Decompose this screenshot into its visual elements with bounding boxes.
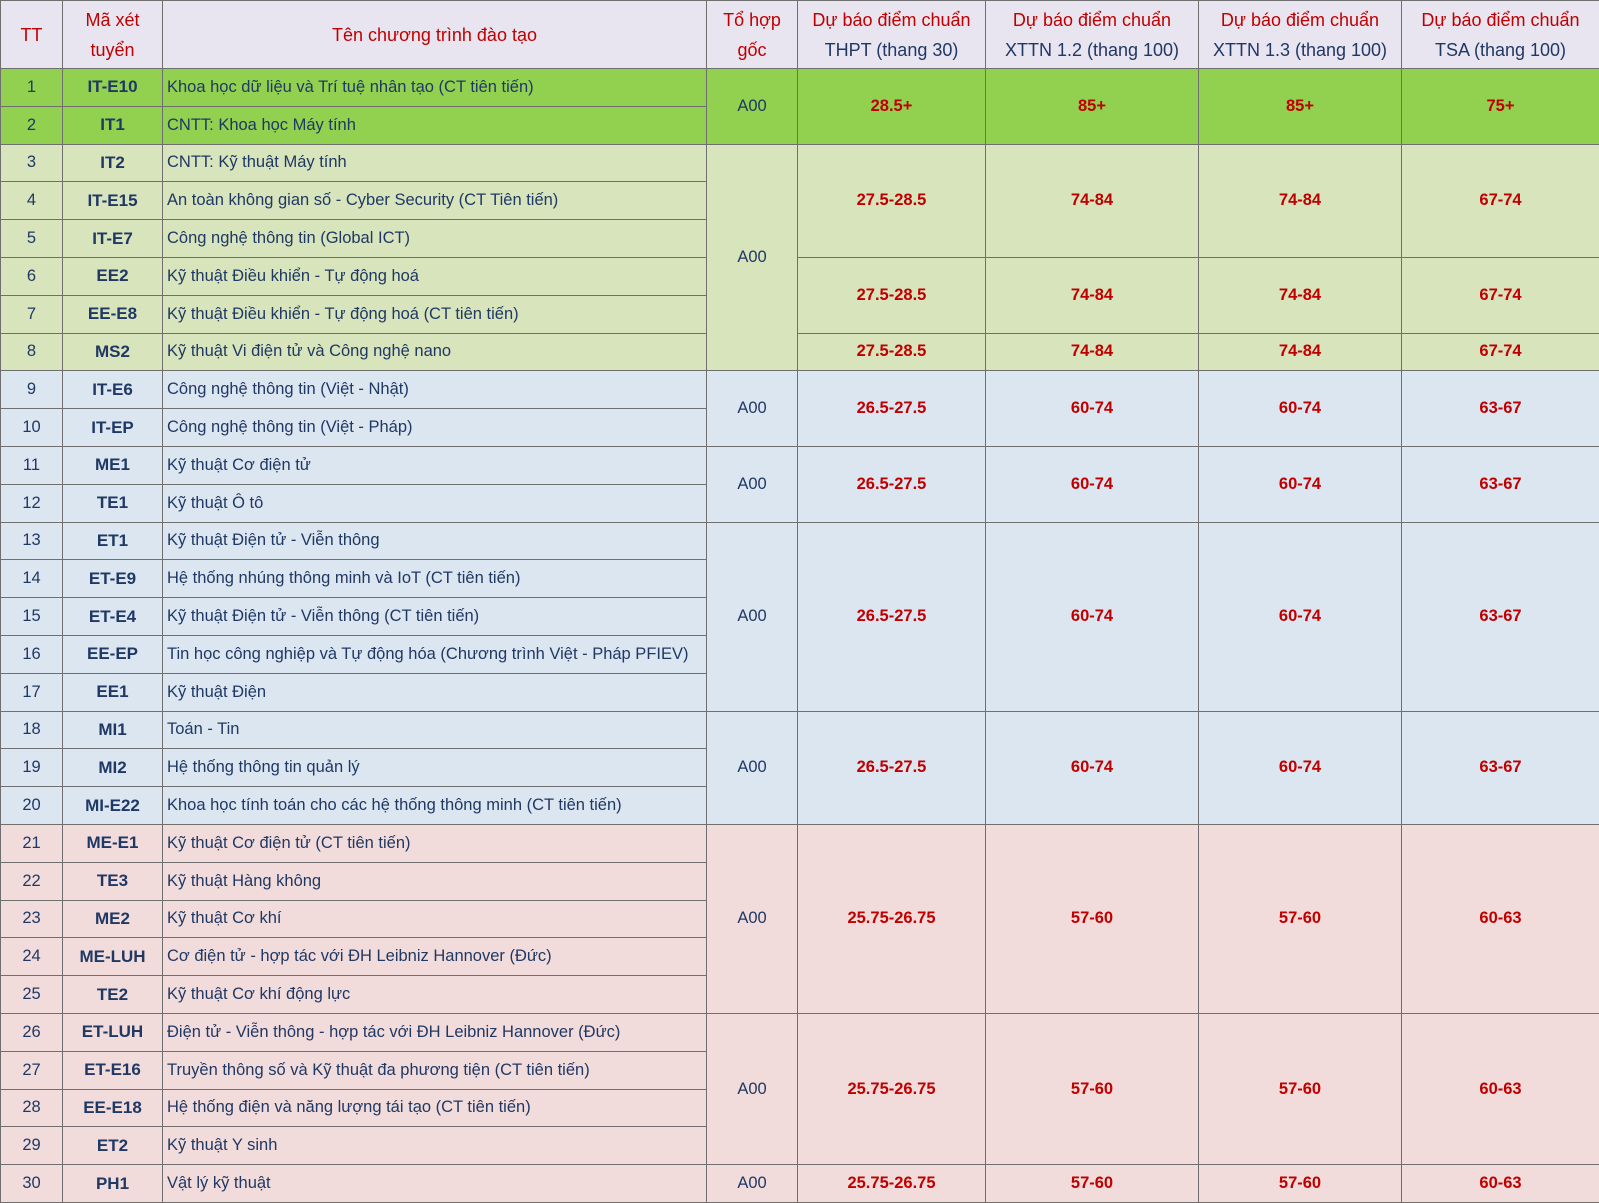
header-code: Mã xét tuyển: [63, 1, 163, 69]
program-code: TE3: [63, 862, 163, 900]
score-tsa: 63-67: [1402, 371, 1599, 447]
program-code: IT-E15: [63, 182, 163, 220]
program-name: Toán - Tin: [163, 711, 707, 749]
score-xttn-1-3: 60-74: [1199, 371, 1402, 447]
program-code: MS2: [63, 333, 163, 371]
score-xttn-1-2: 57-60: [986, 824, 1199, 1013]
row-number: 11: [1, 446, 63, 484]
row-number: 8: [1, 333, 63, 371]
program-name: An toàn không gian số - Cyber Security (CT Tiên tiến): [163, 182, 707, 220]
program-code: ME-E1: [63, 824, 163, 862]
row-number: 29: [1, 1127, 63, 1165]
score-xttn-1-2: 85+: [986, 69, 1199, 145]
header-tsa: Dự báo điểm chuẩn TSA (thang 100): [1402, 1, 1599, 69]
program-name: Kỹ thuật Cơ điện tử (CT tiên tiến): [163, 824, 707, 862]
subject-combo: A00: [707, 711, 798, 824]
program-name: Kỹ thuật Điện tử - Viễn thông: [163, 522, 707, 560]
row-number: 15: [1, 598, 63, 636]
subject-combo: A00: [707, 144, 798, 371]
row-number: 5: [1, 220, 63, 258]
program-name: Cơ điện tử - hợp tác với ĐH Leibniz Hannover (Đức): [163, 938, 707, 976]
program-code: IT2: [63, 144, 163, 182]
score-xttn-1-3: 57-60: [1199, 1165, 1402, 1203]
program-name: Điện tử - Viễn thông - hợp tác với ĐH Leibniz Hannover (Đức): [163, 1013, 707, 1051]
table-row: [1, 69, 1599, 107]
table-row: [1, 522, 1599, 560]
program-name: Truyền thông số và Kỹ thuật đa phương tiện (CT tiên tiến): [163, 1051, 707, 1089]
row-number: 3: [1, 144, 63, 182]
program-name: Hệ thống nhúng thông minh và IoT (CT tiên tiến): [163, 560, 707, 598]
row-number: 30: [1, 1165, 63, 1203]
score-xttn-1-2: 74-84: [986, 333, 1199, 371]
table-row: [1, 446, 1599, 484]
score-thpt: 26.5-27.5: [798, 711, 986, 824]
score-xttn-1-2: 60-74: [986, 371, 1199, 447]
score-xttn-1-2: 74-84: [986, 144, 1199, 257]
program-name: CNTT: Kỹ thuật Máy tính: [163, 144, 707, 182]
subject-combo: A00: [707, 824, 798, 1013]
row-number: 28: [1, 1089, 63, 1127]
header-row: [1, 1, 1599, 69]
program-name: Kỹ thuật Y sinh: [163, 1127, 707, 1165]
score-tsa: 67-74: [1402, 333, 1599, 371]
score-tsa: 60-63: [1402, 824, 1599, 1013]
program-code: ET-E9: [63, 560, 163, 598]
score-tsa: 60-63: [1402, 1013, 1599, 1164]
program-name: Công nghệ thông tin (Việt - Nhật): [163, 371, 707, 409]
score-xttn-1-3: 57-60: [1199, 1013, 1402, 1164]
score-thpt: 25.75-26.75: [798, 824, 986, 1013]
score-tsa: 63-67: [1402, 711, 1599, 824]
header-thpt: Dự báo điểm chuẩn THPT (thang 30): [798, 1, 986, 69]
score-xttn-1-3: 74-84: [1199, 257, 1402, 333]
program-code: IT-E7: [63, 220, 163, 258]
program-name: Kỹ thuật Cơ khí động lực: [163, 976, 707, 1014]
program-name: Kỹ thuật Điện tử - Viễn thông (CT tiên tiến): [163, 598, 707, 636]
program-code: TE2: [63, 976, 163, 1014]
program-name: Kỹ thuật Điều khiển - Tự động hoá: [163, 257, 707, 295]
program-name: Kỹ thuật Cơ điện tử: [163, 446, 707, 484]
program-name: Kỹ thuật Điều khiển - Tự động hoá (CT tiên tiến): [163, 295, 707, 333]
row-number: 4: [1, 182, 63, 220]
row-number: 7: [1, 295, 63, 333]
row-number: 18: [1, 711, 63, 749]
row-number: 25: [1, 976, 63, 1014]
program-code: EE-E18: [63, 1089, 163, 1127]
score-xttn-1-2: 60-74: [986, 446, 1199, 522]
program-code: ET-E16: [63, 1051, 163, 1089]
score-xttn-1-2: 57-60: [986, 1013, 1199, 1164]
score-xttn-1-3: 60-74: [1199, 711, 1402, 824]
table-row: [1, 1165, 1599, 1203]
row-number: 2: [1, 106, 63, 144]
row-number: 1: [1, 69, 63, 107]
row-number: 16: [1, 635, 63, 673]
row-number: 12: [1, 484, 63, 522]
score-xttn-1-3: 57-60: [1199, 824, 1402, 1013]
score-xttn-1-3: 85+: [1199, 69, 1402, 145]
row-number: 19: [1, 749, 63, 787]
score-xttn-1-2: 57-60: [986, 1165, 1199, 1203]
row-number: 23: [1, 900, 63, 938]
row-number: 10: [1, 409, 63, 447]
program-code: ET2: [63, 1127, 163, 1165]
score-tsa: 67-74: [1402, 144, 1599, 257]
score-thpt: 26.5-27.5: [798, 371, 986, 447]
table-row: [1, 144, 1599, 182]
score-tsa: 63-67: [1402, 446, 1599, 522]
header-tt: TT: [1, 1, 63, 69]
subject-combo: A00: [707, 446, 798, 522]
program-name: Khoa học dữ liệu và Trí tuệ nhân tạo (CT tiên tiến): [163, 69, 707, 107]
header-xttn-1-2: Dự báo điểm chuẩn XTTN 1.2 (thang 100): [986, 1, 1199, 69]
program-code: EE1: [63, 673, 163, 711]
score-tsa: 67-74: [1402, 257, 1599, 333]
score-thpt: 28.5+: [798, 69, 986, 145]
program-name: Kỹ thuật Hàng không: [163, 862, 707, 900]
row-number: 17: [1, 673, 63, 711]
program-code: EE-EP: [63, 635, 163, 673]
score-xttn-1-3: 60-74: [1199, 446, 1402, 522]
program-code: IT1: [63, 106, 163, 144]
program-name: CNTT: Khoa học Máy tính: [163, 106, 707, 144]
row-number: 9: [1, 371, 63, 409]
table-row: [1, 711, 1599, 749]
subject-combo: A00: [707, 371, 798, 447]
program-name: Kỹ thuật Vi điện tử và Công nghệ nano: [163, 333, 707, 371]
row-number: 13: [1, 522, 63, 560]
score-thpt: 25.75-26.75: [798, 1165, 986, 1203]
score-xttn-1-2: 60-74: [986, 522, 1199, 711]
program-name: Công nghệ thông tin (Việt - Pháp): [163, 409, 707, 447]
program-code: ET-LUH: [63, 1013, 163, 1051]
subject-combo: A00: [707, 1165, 798, 1203]
score-xttn-1-3: 60-74: [1199, 522, 1402, 711]
score-tsa: 60-63: [1402, 1165, 1599, 1203]
row-number: 6: [1, 257, 63, 295]
row-number: 22: [1, 862, 63, 900]
score-thpt: 27.5-28.5: [798, 257, 986, 333]
row-number: 26: [1, 1013, 63, 1051]
table-row: [1, 257, 1599, 295]
table-row: [1, 371, 1599, 409]
row-number: 14: [1, 560, 63, 598]
program-name: Hệ thống thông tin quản lý: [163, 749, 707, 787]
score-xttn-1-3: 74-84: [1199, 333, 1402, 371]
subject-combo: A00: [707, 69, 798, 145]
program-name: Vật lý kỹ thuật: [163, 1165, 707, 1203]
program-code: ET-E4: [63, 598, 163, 636]
program-code: EE2: [63, 257, 163, 295]
score-thpt: 26.5-27.5: [798, 446, 986, 522]
table-row: [1, 1013, 1599, 1051]
program-code: EE-E8: [63, 295, 163, 333]
score-xttn-1-3: 74-84: [1199, 144, 1402, 257]
score-xttn-1-2: 60-74: [986, 711, 1199, 824]
program-name: Khoa học tính toán cho các hệ thống thông minh (CT tiên tiến): [163, 787, 707, 825]
program-code: MI2: [63, 749, 163, 787]
program-name: Kỹ thuật Cơ khí: [163, 900, 707, 938]
program-name: Hệ thống điện và năng lượng tái tạo (CT tiên tiến): [163, 1089, 707, 1127]
program-code: ME2: [63, 900, 163, 938]
score-thpt: 27.5-28.5: [798, 333, 986, 371]
program-name: Kỹ thuật Ô tô: [163, 484, 707, 522]
header-xttn-1-3: Dự báo điểm chuẩn XTTN 1.3 (thang 100): [1199, 1, 1402, 69]
score-xttn-1-2: 74-84: [986, 257, 1199, 333]
program-code: ME-LUH: [63, 938, 163, 976]
program-name: Tin học công nghiệp và Tự động hóa (Chương trình Việt - Pháp PFIEV): [163, 635, 707, 673]
program-code: MI-E22: [63, 787, 163, 825]
program-name: Kỹ thuật Điện: [163, 673, 707, 711]
score-tsa: 75+: [1402, 69, 1599, 145]
program-code: IT-E10: [63, 69, 163, 107]
row-number: 21: [1, 824, 63, 862]
program-code: TE1: [63, 484, 163, 522]
row-number: 24: [1, 938, 63, 976]
table-row: [1, 333, 1599, 371]
header-program-name: Tên chương trình đào tạo: [163, 1, 707, 69]
table-row: [1, 824, 1599, 862]
score-thpt: 26.5-27.5: [798, 522, 986, 711]
subject-combo: A00: [707, 1013, 798, 1164]
score-thpt: 27.5-28.5: [798, 144, 986, 257]
program-code: IT-E6: [63, 371, 163, 409]
program-code: MI1: [63, 711, 163, 749]
program-code: PH1: [63, 1165, 163, 1203]
row-number: 27: [1, 1051, 63, 1089]
row-number: 20: [1, 787, 63, 825]
score-tsa: 63-67: [1402, 522, 1599, 711]
program-code: IT-EP: [63, 409, 163, 447]
program-code: ME1: [63, 446, 163, 484]
program-name: Công nghệ thông tin (Global ICT): [163, 220, 707, 258]
program-code: ET1: [63, 522, 163, 560]
header-subject-combo: Tổ hợp gốc: [707, 1, 798, 69]
subject-combo: A00: [707, 522, 798, 711]
score-thpt: 25.75-26.75: [798, 1013, 986, 1164]
